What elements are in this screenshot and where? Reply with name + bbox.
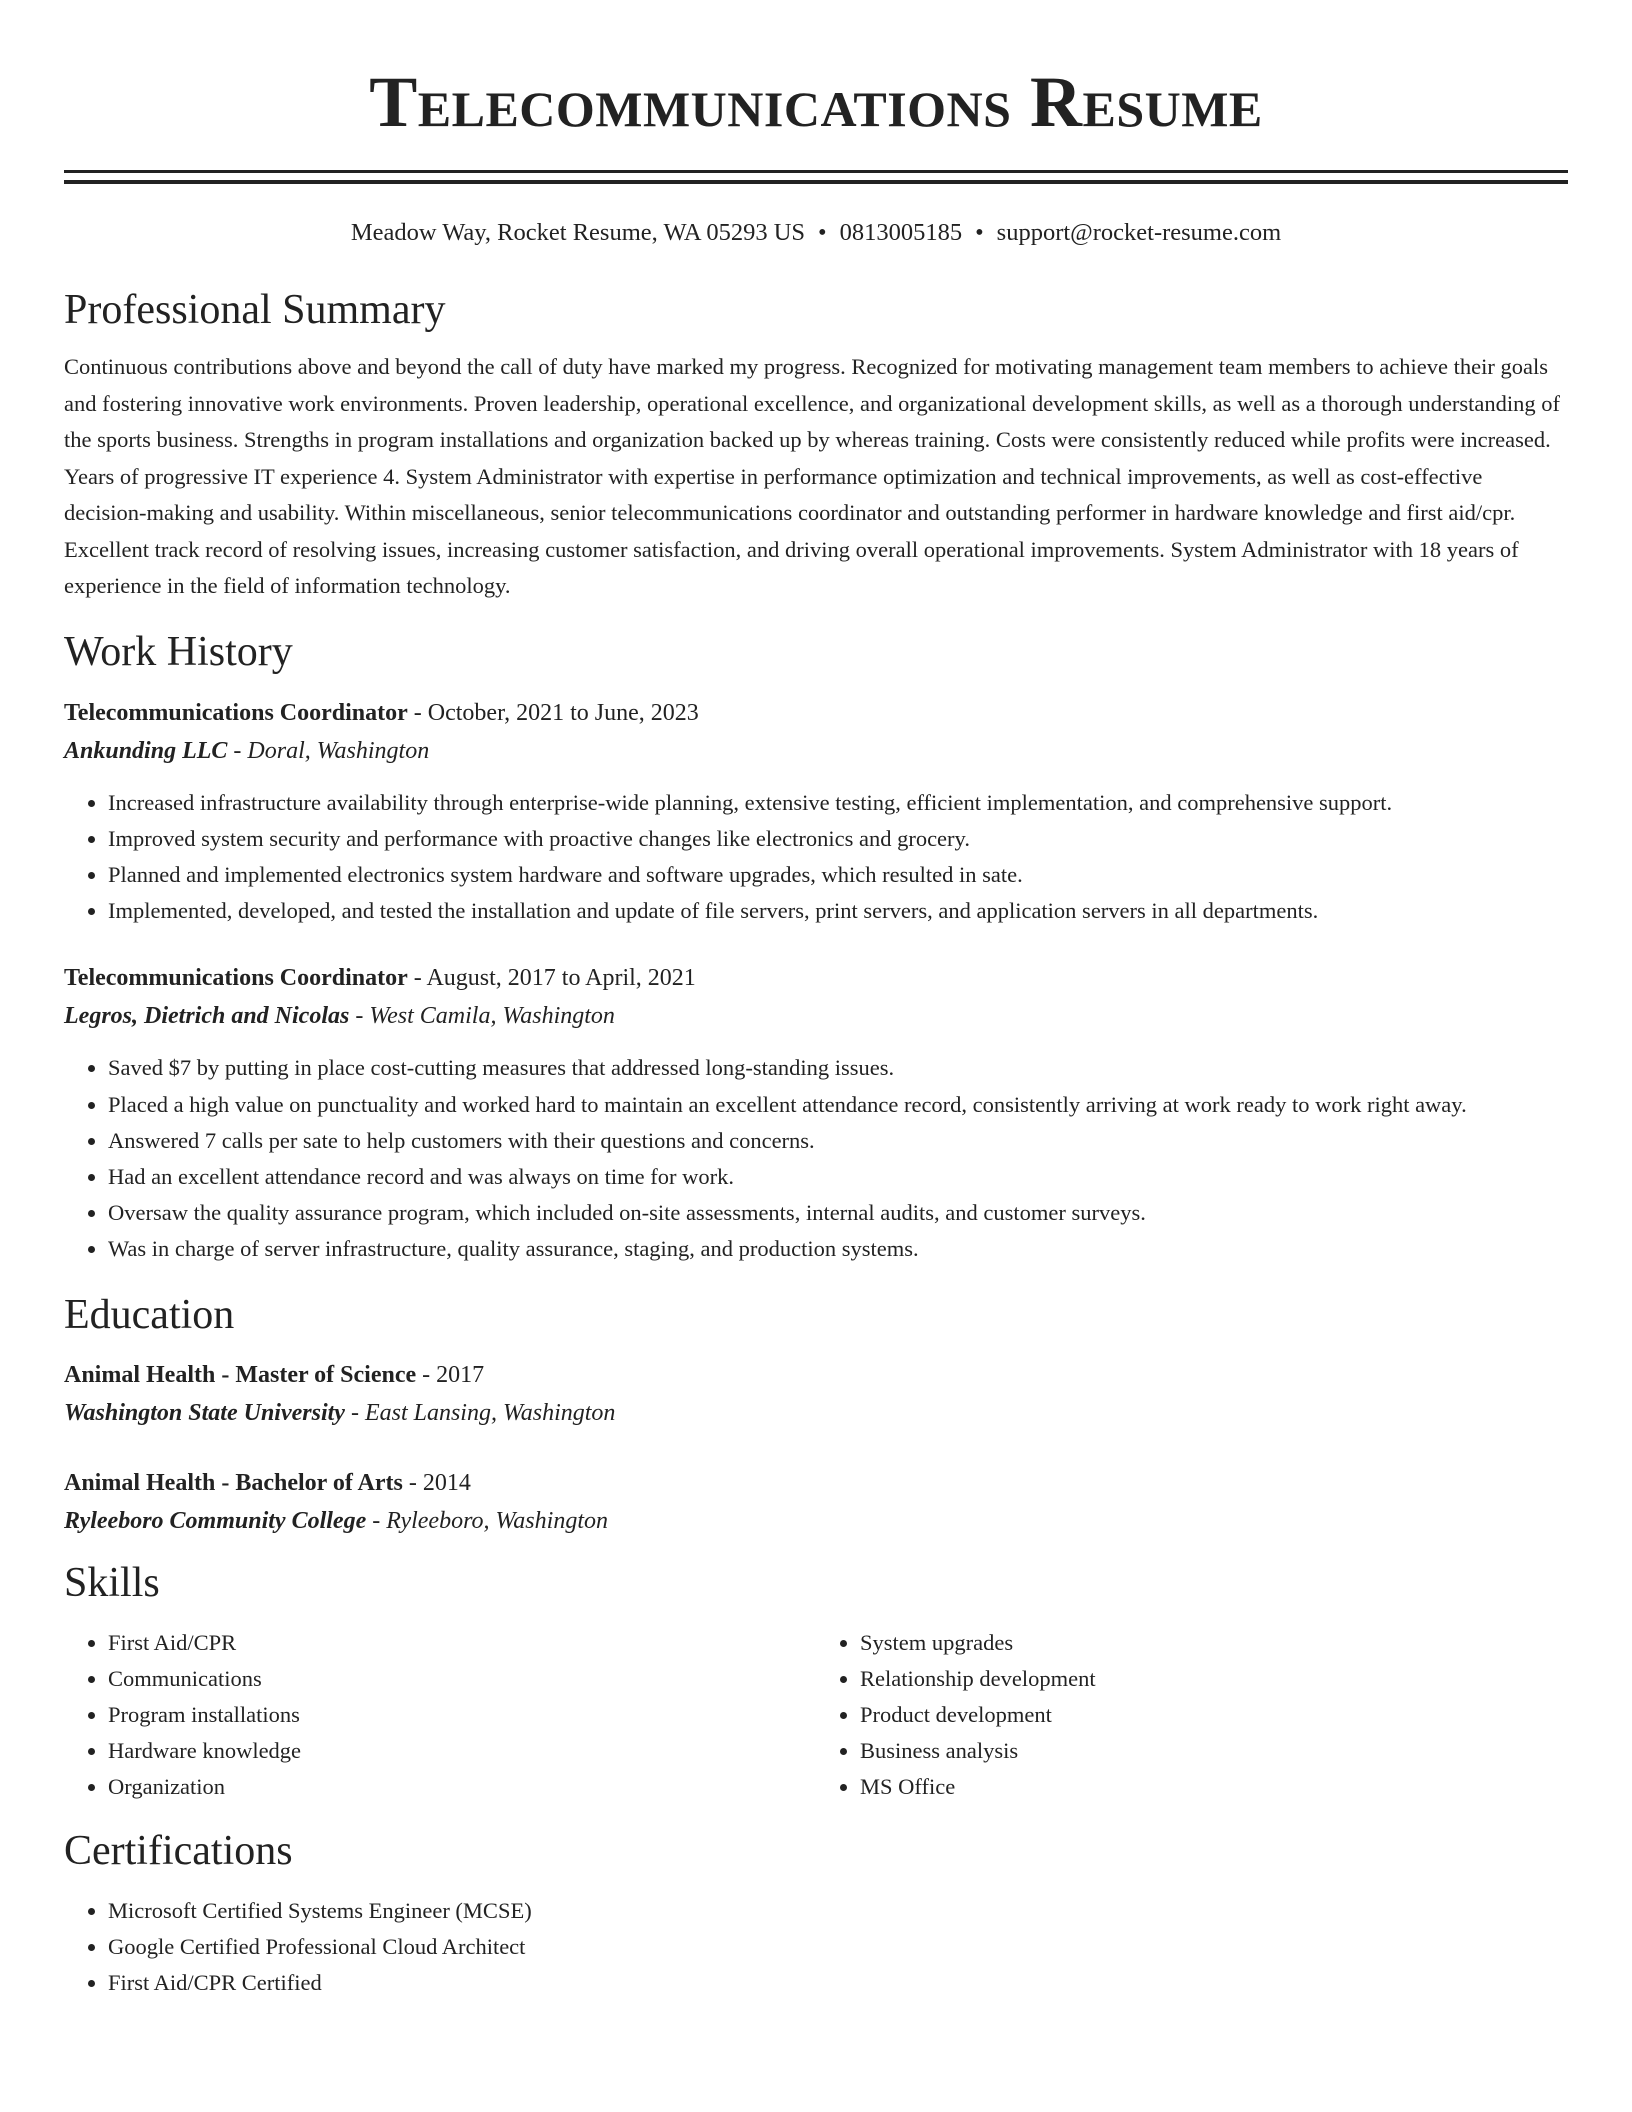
section-heading-certifications: Certifications [64,1827,293,1874]
dash: - [416,1361,437,1388]
skill-item: • System upgrades [860,1625,1568,1661]
skills-list-right [816,1625,1568,1806]
education-school: Washington State University [64,1399,345,1426]
job-dates: October, 2021 to June, 2023 [427,699,699,726]
education-location: East Lansing, Washington [364,1399,616,1426]
section-heading-work-history: Work History [64,628,293,675]
education-degree: Animal Health - Master of Science [64,1361,417,1388]
job-company: Legros, Dietrich and Nicolas [64,1003,350,1030]
job-company: Ankunding LLC [64,737,228,764]
job-org-line [64,997,1568,1035]
skill-item: • Relationship development [860,1661,1568,1697]
dash: - [407,965,427,992]
job-title: Telecommunications Coordinator [64,965,408,992]
job-org-line [64,732,1568,770]
contact-address: Meadow Way, Rocket Resume, WA 05293 US [350,219,806,246]
education-entry [64,1464,1568,1540]
resume-title: Telecommunications Resume [369,62,1263,142]
certification-item: • Google Certified Professional Cloud Architect [108,1929,1568,1965]
dash: - [407,699,428,726]
skill-item: • Product development [860,1697,1568,1733]
dash: - [366,1507,387,1534]
skill-item: • First Aid/CPR [108,1625,816,1661]
skill-item: • MS Office [860,1769,1568,1805]
contact-separator: • [975,219,984,246]
skill-item: • Communications [108,1661,816,1697]
education-year: 2014 [422,1469,471,1496]
job-bullet: • Was in charge of server infrastructure, quality assurance, staging, and production systems. [108,1231,1568,1267]
education-entry [64,1356,1568,1432]
job-dates: August, 2017 to April, 2021 [426,965,696,992]
job-bullet: • Improved system security and performance with proactive changes like electronics and grocery. [108,821,1568,857]
job-bullet: • Saved $7 by putting in place cost-cutting measures that addressed long-standing issues. [108,1050,1568,1086]
certification-item: • First Aid/CPR Certified [108,1965,1568,2001]
section-heading-summary: Professional Summary [64,287,446,333]
section-heading-skills: Skills [64,1559,160,1606]
dash: - [349,1003,370,1030]
section-heading-education: Education [64,1291,235,1338]
job-location: West Camila, Washington [369,1003,615,1030]
title-divider-bottom [64,180,1568,184]
skill-item: • Hardware knowledge [108,1733,816,1769]
job-location: Doral, Washington [247,737,430,764]
job-bullet: • Oversaw the quality assurance program, which included on-site assessments, internal audits, and customer surveys. [108,1195,1568,1231]
title-divider-top [64,170,1568,173]
contact-line [64,217,1568,249]
job-bullet: • Implemented, developed, and tested the installation and update of file servers, print servers, and application servers in all departments. [108,893,1568,929]
skills-list-left [64,1625,816,1806]
job-title: Telecommunications Coordinator [64,699,408,726]
contact-separator: • [818,219,827,246]
skill-item: • Program installations [108,1697,816,1733]
job-bullets [64,785,1568,930]
summary-text: Continuous contributions above and beyond the call of duty have marked my progress. Recognized for motivating management team members to achieve their goals and fostering innovative work environments. Proven leadership, operational excellence, and organizational development skills, as well as a thorough understanding of the sports business. Strengths in program installations and organization backed up by whereas training. Costs were consistently reduced while profits were increased. Years of progressive IT experience 4. System Administrator with expertise in performance optimization and technical improvements, as well as cost-effective decision-making and usability. Within miscellaneous, senior telecommunications coordinator and outstanding performer in hardware knowledge and first aid/cpr. Excellent track record of resolving issues, increasing customer satisfaction, and driving overall operational improvements. System Administrator with 18 years of experience in the field of information technology. [64,354,1561,598]
education-school: Ryleeboro Community College [64,1507,367,1534]
education-year: 2017 [436,1361,485,1388]
education-degree-line [64,1356,1568,1394]
job-title-line [64,959,1568,997]
skill-item: • Business analysis [860,1733,1568,1769]
education-school-line [64,1502,1568,1540]
job-entry [64,959,1568,1267]
job-bullet: • Placed a high value on punctuality and worked hard to maintain an excellent attendance record, consistently arriving at work ready to work right away. [108,1087,1568,1123]
contact-email: support@rocket-resume.com [996,219,1282,246]
dash: - [402,1469,423,1496]
job-title-line [64,694,1568,732]
skill-item: • Organization [108,1769,816,1805]
certification-item: • Microsoft Certified Systems Engineer (MCSE) [108,1893,1568,1929]
job-bullet: • Answered 7 calls per sate to help customers with their questions and concerns. [108,1123,1568,1159]
skills-columns [64,1625,1568,1806]
dash: - [344,1399,365,1426]
education-school-line [64,1394,1568,1432]
job-bullet: • Planned and implemented electronics system hardware and software upgrades, which resulted in sate. [108,857,1568,893]
job-bullet: • Increased infrastructure availability through enterprise-wide planning, extensive testing, efficient implementation, and comprehensive support. [108,785,1568,821]
certifications-list [64,1893,1568,2002]
job-entry [64,694,1568,930]
job-bullets [64,1050,1568,1267]
education-degree-line [64,1464,1568,1502]
dash: - [227,737,248,764]
education-location: Ryleeboro, Washington [386,1507,608,1534]
education-degree: Animal Health - Bachelor of Arts [64,1469,403,1496]
job-bullet: • Had an excellent attendance record and was always on time for work. [108,1159,1568,1195]
contact-phone: 0813005185 [839,219,963,246]
